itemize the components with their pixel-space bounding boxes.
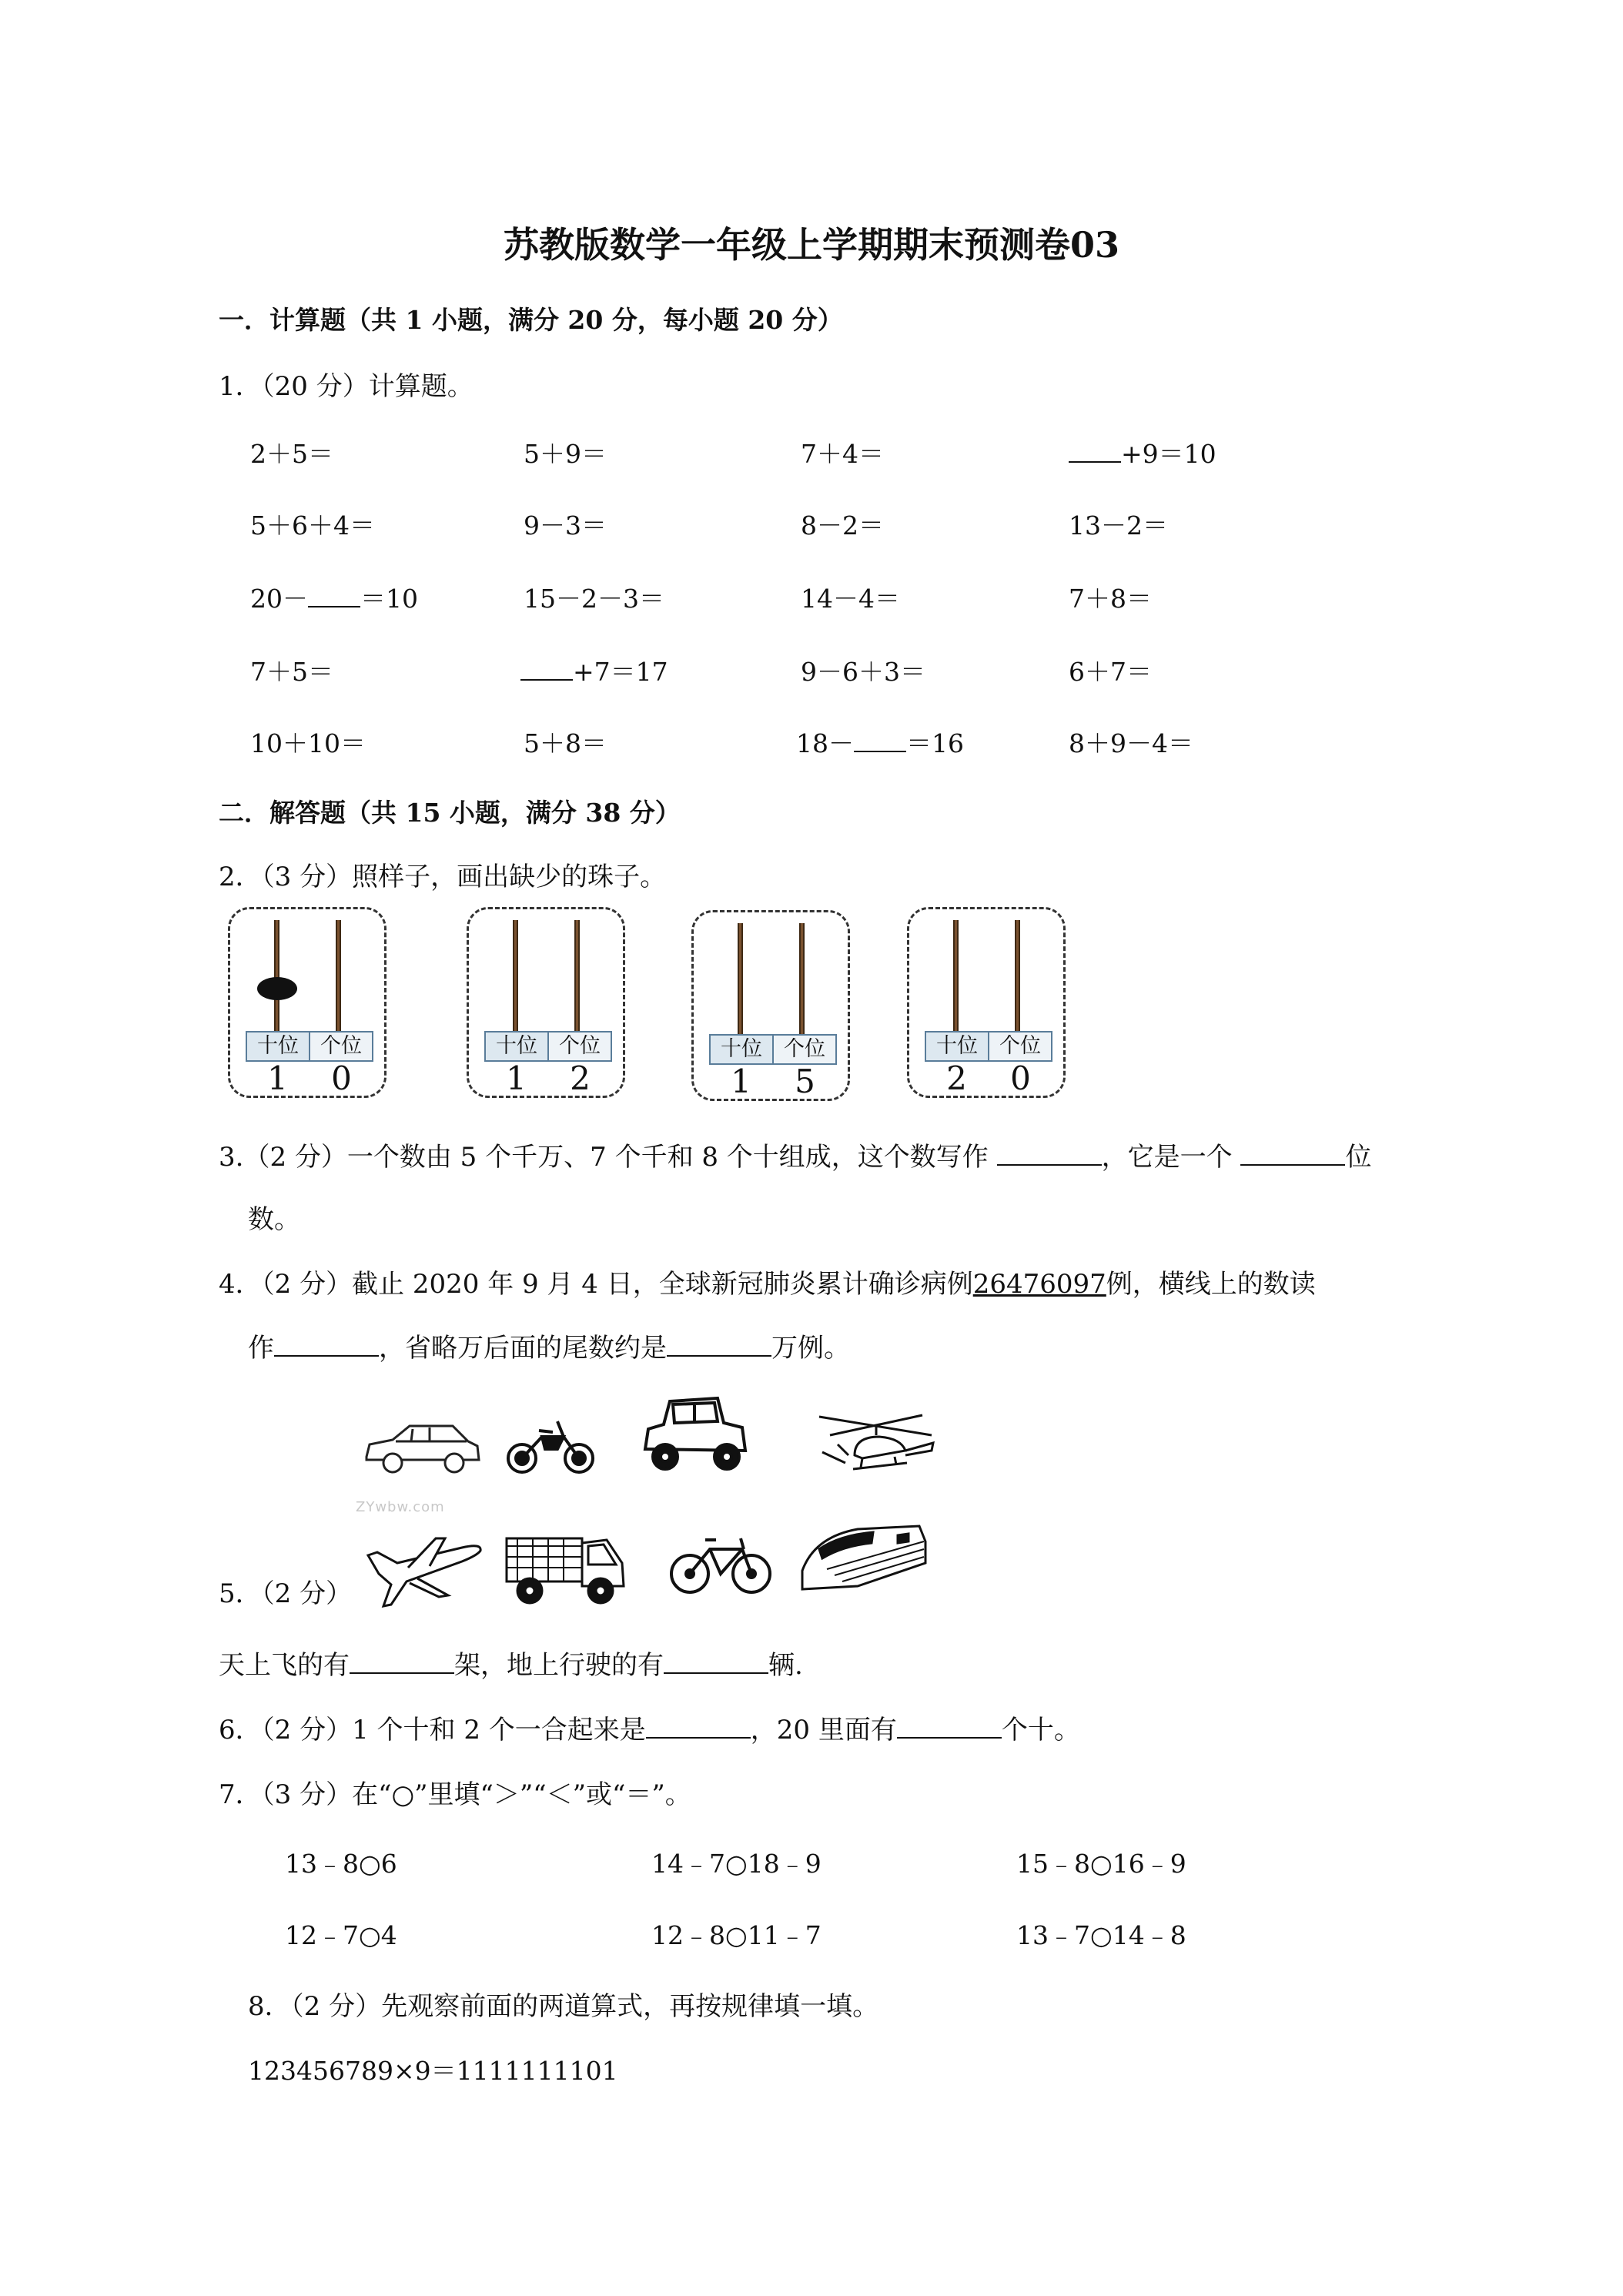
truck-icon [502, 1523, 628, 1608]
tens-label: 十位 [486, 1033, 549, 1060]
ones-label: 个位 [999, 1034, 1041, 1058]
abacus-card-12[interactable] [467, 907, 625, 1098]
abacus-number [925, 1060, 1052, 1097]
answer-blank[interactable] [1069, 434, 1121, 463]
tens-digit: 1 [731, 1063, 751, 1100]
tens-label: 十位 [926, 1033, 989, 1060]
q7-prompt: 7．（3 分）在“○”里填“＞”“＜”或“＝”。 [219, 1779, 691, 1810]
answer-blank[interactable] [646, 1709, 751, 1739]
answer-blank[interactable] [997, 1136, 1102, 1166]
q7-r2c2[interactable]: 12﹣8○11﹣7 [651, 1920, 822, 1950]
tens-digit: 2 [946, 1059, 967, 1097]
q8-line1: 123456789×9＝1111111101 [248, 2056, 618, 2086]
tens-rod [274, 920, 279, 1031]
abacus-bead [257, 977, 297, 1000]
q1-r4c1: 7＋5＝ [250, 657, 333, 687]
ones-digit: 0 [331, 1059, 352, 1097]
answer-blank[interactable] [350, 1645, 454, 1674]
helicopter-icon [815, 1409, 938, 1478]
q3-line1: 3.（2 分）一个数由 5 个千万、7 个千和 8 个十组成，这个数写作 ，它是一个 位 [219, 1136, 1371, 1173]
abacus-card-10 [228, 907, 387, 1098]
q1-r4c3: 9－6＋3＝ [801, 657, 925, 687]
q1-r3c2: 15－2－3＝ [524, 584, 664, 614]
jeep-icon [637, 1391, 750, 1477]
q7-r1c3[interactable]: 15﹣8○16﹣9 [1016, 1849, 1186, 1879]
tens-label: 十位 [711, 1036, 774, 1063]
abacus-number [484, 1060, 612, 1097]
q1-r2c4: 13－2＝ [1069, 510, 1168, 541]
q7-r2c3[interactable]: 13﹣7○14﹣8 [1016, 1920, 1186, 1950]
ones-digit: 5 [795, 1063, 815, 1100]
q5-prompt: 5．（2 分） [219, 1578, 353, 1609]
ones-rod [799, 923, 805, 1034]
answer-blank[interactable] [274, 1327, 379, 1357]
q1-r1c4: +9＝10 [1069, 434, 1216, 470]
ones-label: 个位 [784, 1037, 825, 1061]
q1-r3c4: 7＋8＝ [1069, 584, 1152, 614]
abacus-number [246, 1060, 373, 1097]
ones-rod [1015, 920, 1020, 1031]
ones-label: 个位 [320, 1034, 362, 1058]
q3-line2: 数。 [248, 1204, 300, 1235]
answer-blank[interactable] [667, 1327, 771, 1357]
tens-label: 十位 [247, 1033, 310, 1060]
q7-r2c1[interactable]: 12﹣7○4 [285, 1920, 397, 1950]
tens-digit: 1 [267, 1059, 288, 1097]
ones-rod [574, 920, 580, 1031]
q7-r1c2[interactable]: 14﹣7○18﹣9 [651, 1849, 822, 1879]
ones-rod [336, 920, 341, 1031]
bicycle-icon [667, 1529, 775, 1598]
train-icon [796, 1518, 929, 1595]
abacus-card-15[interactable] [691, 910, 850, 1101]
abacus-card-20[interactable] [907, 907, 1066, 1098]
ones-digit: 0 [1010, 1059, 1031, 1097]
q8-prompt: 8．（2 分）先观察前面的两道算式，再按规律填一填。 [248, 1991, 879, 2022]
answer-blank[interactable] [1240, 1136, 1345, 1166]
watermark-text: ZYwbw.com [356, 1499, 445, 1515]
tens-digit: 1 [506, 1059, 527, 1097]
place-value-labels [709, 1034, 837, 1065]
q4-line1: 4．（2 分）截止 2020 年 9 月 4 日，全球新冠肺炎累计确诊病例26476097例，横线上的数读 [219, 1269, 1316, 1300]
q1-r4c2: +7＝17 [520, 652, 668, 688]
q1-r2c2: 9－3＝ [524, 510, 607, 541]
answer-blank[interactable] [520, 652, 573, 681]
q1-r1c2: 5＋9＝ [524, 439, 607, 469]
ones-digit: 2 [570, 1059, 591, 1097]
place-value-labels [246, 1031, 373, 1062]
motorcycle-icon [504, 1414, 597, 1478]
ones-label: 个位 [559, 1034, 601, 1058]
tens-rod [513, 920, 518, 1031]
q1-r4c4: 6＋7＝ [1069, 657, 1152, 687]
q1-r3c3: 14－4＝ [801, 584, 900, 614]
abacus-number [709, 1063, 837, 1100]
q1-prompt: 1．（20 分）计算题。 [219, 371, 474, 402]
tens-rod [953, 920, 959, 1031]
section-heading-calc: 一．计算题（共 1 小题，满分 20 分，每小题 20 分） [219, 305, 843, 335]
q1-r5c3: 18－ ＝16 [796, 724, 964, 760]
q6-line: 6．（2 分）1 个十和 2 个一合起来是 ，20 里面有 个十。 [219, 1709, 1080, 1746]
car-icon [362, 1417, 484, 1478]
q1-r5c2: 5＋8＝ [524, 728, 607, 758]
tens-rod [738, 923, 743, 1034]
q1-r2c1: 5＋6＋4＝ [250, 510, 375, 541]
place-value-labels [925, 1031, 1052, 1062]
q1-r1c1: 2＋5＝ [250, 439, 333, 469]
q1-r3c1: 20－ ＝10 [250, 579, 418, 615]
airplane-icon [362, 1532, 487, 1611]
q4-line2: 作 ，省略万后面的尾数约是 万例。 [248, 1327, 850, 1364]
q7-r1c1[interactable]: 13﹣8○6 [285, 1849, 397, 1879]
q5-line: 天上飞的有 架，地上行驶的有 辆. [219, 1644, 803, 1682]
confirmed-cases-number: 26476097 [972, 1269, 1106, 1300]
answer-blank[interactable] [664, 1645, 768, 1674]
q1-r2c3: 8－2＝ [801, 510, 884, 541]
answer-blank[interactable] [854, 724, 906, 752]
answer-blank[interactable] [897, 1709, 1002, 1739]
place-value-labels [484, 1031, 612, 1062]
q2-prompt: 2．（3 分）照样子，画出缺少的珠子。 [219, 862, 667, 892]
q1-r1c3: 7＋4＝ [801, 439, 884, 469]
q1-r5c1: 10＋10＝ [250, 728, 366, 758]
q1-r5c4: 8＋9－4＝ [1069, 728, 1193, 758]
answer-blank[interactable] [308, 579, 360, 607]
section-heading-answer: 二．解答题（共 15 小题，满分 38 分） [219, 798, 681, 828]
page-title: 苏教版数学一年级上学期期末预测卷03 [503, 224, 1119, 266]
